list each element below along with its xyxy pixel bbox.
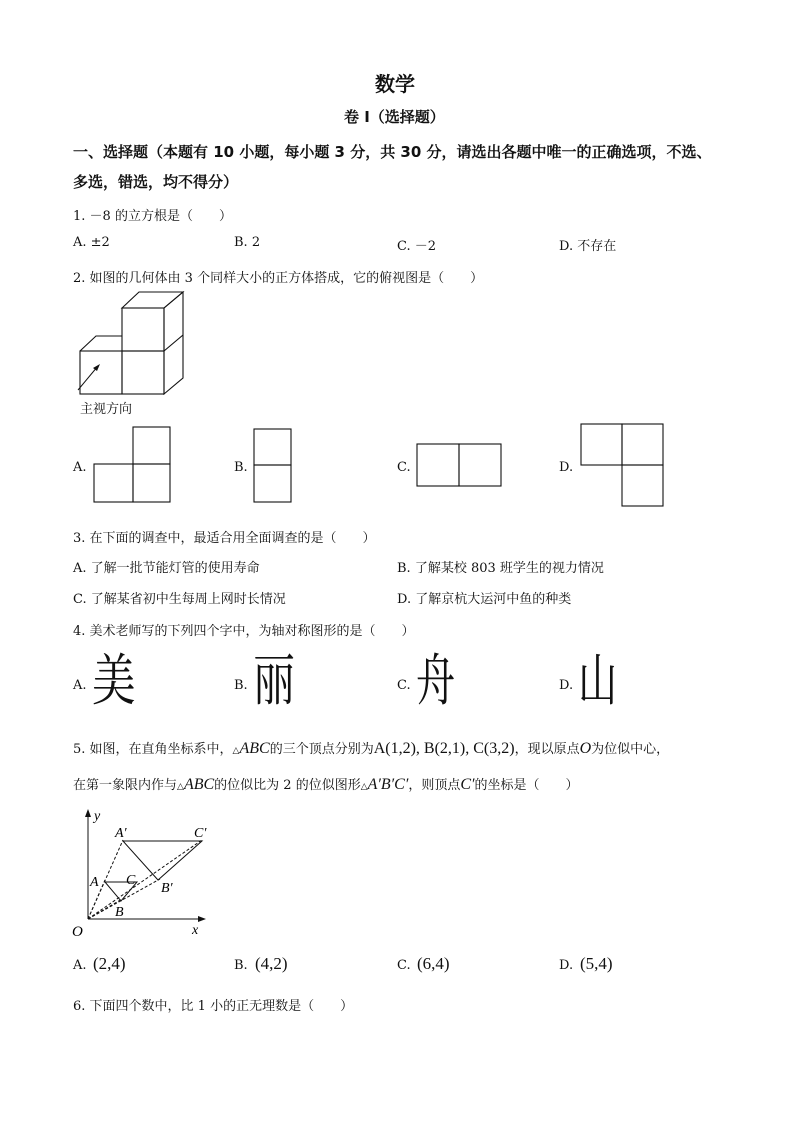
point-a-prime-label: A′ [115, 826, 127, 841]
point-c-label: C [126, 873, 136, 888]
q5-abc-prime: A′B′C′ [367, 776, 409, 793]
question-3-stem: 3. 在下面的调查中，最适合用全面调查的是（ ） [73, 531, 376, 546]
question-2-figure-caption: 主视方向 [80, 402, 133, 417]
q5-text-1a: 5. 如图，在直角坐标系中， [73, 742, 233, 757]
origin-label: O [72, 924, 83, 940]
question-4-option-d-character[interactable]: 山 [578, 649, 618, 714]
question-4-stem: 4. 美术老师写的下列四个字中，为轴对称图形的是（ ） [73, 624, 415, 639]
question-1-option-b[interactable]: B. 2 [234, 235, 261, 250]
question-2-solid-figure [76, 290, 188, 400]
question-4-option-b-label[interactable]: B. [234, 678, 248, 693]
q5-text-2b: 的位似比为 2 的位似图形 [214, 778, 361, 793]
question-1-option-c[interactable]: C. －2 [397, 239, 437, 254]
section-heading-line2: 多选，错选，均不得分） [73, 173, 239, 191]
question-4-option-c-label[interactable]: C. [397, 678, 411, 693]
question-5-line-1 [73, 738, 669, 758]
point-a-label: A [90, 875, 99, 890]
q5-points: A(1,2), B(2,1), C(3,2) [373, 740, 515, 757]
question-2-option-b-label[interactable]: B. [234, 460, 248, 475]
question-5-option-b-value[interactable]: (4,2) [255, 954, 288, 973]
question-5-line-2 [73, 774, 579, 794]
question-1-stem: 1. －8 的立方根是（ ） [73, 209, 232, 224]
q5-text-1c: ，现以原点 [514, 742, 580, 757]
question-2-option-d-label[interactable]: D. [559, 460, 574, 475]
question-4-option-a-character[interactable]: 美 [92, 649, 136, 714]
question-2-option-c-figure[interactable] [416, 443, 506, 489]
question-5-option-c-value[interactable]: (6,4) [417, 954, 450, 973]
question-3-option-a[interactable]: A. 了解一批节能灯管的使用寿命 [73, 561, 260, 576]
point-b-label: B [115, 905, 124, 920]
question-5-coordinate-figure [70, 804, 215, 940]
question-5-option-c-label[interactable]: C. [397, 958, 411, 973]
question-5-option-b-label[interactable]: B. [234, 958, 248, 973]
q5-text-1b: 的三个顶点分别为 [269, 742, 374, 757]
q5-c-prime: C′ [460, 776, 475, 793]
question-3-option-c[interactable]: C. 了解某省初中生每周上网时长情况 [73, 592, 286, 607]
q5-origin: O [579, 740, 592, 757]
question-4-option-b-character[interactable]: 丽 [253, 649, 295, 714]
question-2-stem: 2. 如图的几何体由 3 个同样大小的正方体搭成，它的俯视图是（ ） [73, 271, 484, 286]
question-6-stem: 6. 下面四个数中，比 1 小的正无理数是（ ） [73, 999, 354, 1014]
page-title: 数学 [375, 72, 415, 96]
question-2-option-a-label[interactable]: A. [73, 460, 87, 475]
point-b-prime-label: B′ [161, 881, 173, 896]
section-heading-line1: 一、选择题（本题有 10 小题，每小题 3 分，共 30 分，请选出各题中唯一的正确选项，不选、 [73, 143, 712, 161]
q5-text-2d: 的坐标是（ ） [474, 778, 579, 793]
point-c-prime-label: C′ [194, 826, 207, 841]
question-3-option-d[interactable]: D. 了解京杭大运河中鱼的种类 [397, 592, 572, 607]
question-4-option-c-character[interactable]: 舟 [416, 649, 456, 714]
question-5-option-d-label[interactable]: D. [559, 958, 574, 973]
question-2-option-b-figure[interactable] [253, 428, 295, 506]
question-5-option-d-value[interactable]: (5,4) [580, 954, 613, 973]
q5-triangle-symbol-2: △ [177, 782, 184, 792]
question-4-option-d-label[interactable]: D. [559, 678, 574, 693]
axis-y-label: y [94, 809, 101, 824]
question-4-option-a-label[interactable]: A. [73, 678, 87, 693]
q5-text-2a: 在第一象限内作与 [73, 778, 178, 793]
question-2-option-a-figure[interactable] [92, 426, 172, 506]
q5-abc: ABC [239, 740, 270, 757]
question-1-option-d[interactable]: D. 不存在 [559, 239, 617, 254]
axis-x-label: x [192, 923, 199, 938]
question-5-option-a-value[interactable]: (2,4) [93, 954, 126, 973]
question-3-option-b[interactable]: B. 了解某校 803 班学生的视力情况 [397, 561, 604, 576]
q5-text-2c: ，则顶点 [408, 778, 461, 793]
q5-abc-2: ABC [183, 776, 215, 793]
question-2-option-c-label[interactable]: C. [397, 460, 411, 475]
question-2-option-d-figure[interactable] [579, 423, 667, 509]
question-5-option-a-label[interactable]: A. [73, 958, 87, 973]
q5-triangle-symbol-3: △ [360, 782, 368, 792]
q5-text-1d: 为位似中心， [591, 742, 670, 757]
question-1-option-a[interactable]: A. ±2 [73, 235, 110, 250]
q5-triangle-symbol: △ [232, 746, 240, 756]
paper-subtitle: 卷 I（选择题） [344, 108, 445, 126]
